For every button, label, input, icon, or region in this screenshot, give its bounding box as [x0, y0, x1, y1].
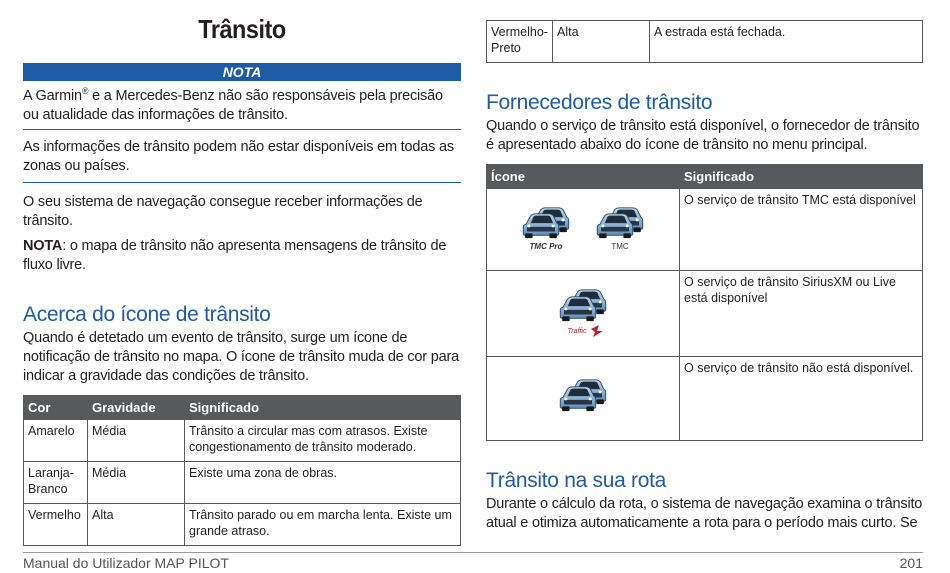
- header-gravidade: Gravidade: [88, 395, 185, 419]
- traffic-tmc-icon: [594, 203, 646, 257]
- table-row: [487, 271, 923, 357]
- table-cell: Vermelho: [24, 503, 88, 545]
- providers-table: [486, 164, 923, 441]
- page-title: Trânsito: [198, 14, 286, 44]
- section-heading-route: Trânsito na sua rota: [486, 469, 666, 492]
- nota-text: [23, 82, 461, 125]
- tmc-label: TMC: [611, 241, 629, 251]
- availability-paragraph: As informações de trânsito podem não estar disponíveis em todas as zonas ou países.: [23, 138, 454, 174]
- header-icone: Ícone: [487, 165, 680, 189]
- table-cell: Existe uma zona de obras.: [185, 461, 461, 503]
- page-number: 201: [899, 555, 923, 571]
- table-cell: O serviço de trânsito SiriusXM ou Live está disponível: [680, 271, 923, 357]
- table-cell: Média: [88, 461, 185, 503]
- table-cell: Vermelho-Preto: [487, 21, 553, 63]
- footer-manual-title: Manual do Utilizador MAP PILOT: [23, 555, 229, 571]
- receive-paragraph: O seu sistema de navegação consegue receber informações de trânsito.: [23, 193, 423, 229]
- right-column: [486, 0, 923, 533]
- divider: [23, 182, 461, 183]
- icon-section-paragraph: Quando é detetado um evento de trânsito, surge um ícone de notificação de trânsito no mapa. O ícone de trânsito muda de cor para indicar a gravidade das condições de trânsito.: [23, 329, 459, 384]
- icon-cell: [487, 189, 680, 271]
- table-row: [24, 461, 461, 503]
- table-row: [24, 419, 461, 461]
- table-cell: O serviço de trânsito TMC está disponível: [680, 189, 923, 271]
- table-cell: Alta: [88, 503, 185, 545]
- footer-divider: [23, 552, 923, 553]
- table-header-row: [487, 165, 923, 189]
- left-column: [23, 0, 461, 546]
- table-cell: Média: [88, 419, 185, 461]
- traffic-label: Traffic: [567, 327, 587, 335]
- nota-text-after: e a Mercedes-Benz não são responsáveis pela precisão ou atualidade das informações de trânsito.: [23, 87, 443, 123]
- table-row: [487, 189, 923, 271]
- nota-text-before: A Garmin: [23, 87, 82, 104]
- table-cell: O serviço de trânsito não está disponível.: [680, 357, 923, 441]
- icon-cell: [487, 271, 680, 357]
- registered-mark: ®: [81, 86, 89, 96]
- header-significado: Significado: [185, 395, 461, 419]
- table-cell: A estrada está fechada.: [649, 21, 922, 63]
- icon-cell: [487, 357, 680, 441]
- table-row: [487, 357, 923, 441]
- severity-table-continued: [486, 20, 923, 63]
- header-significado: Significado: [680, 165, 923, 189]
- table-header-row: [24, 395, 461, 419]
- map-note-text: : o mapa de trânsito não apresenta mensagens de trânsito de fluxo livre.: [23, 237, 447, 273]
- tmc-pro-label: TMC Pro: [529, 241, 563, 251]
- route-paragraph: Durante o cálculo da rota, o sistema de navegação examina o trânsito atual e otimiza automaticamente a rota para o período mais curto. Se: [486, 496, 923, 531]
- severity-table: [23, 395, 461, 546]
- providers-paragraph: Quando o serviço de trânsito está disponível, o fornecedor de trânsito é apresentado abaixo do ícone de trânsito no menu principal.: [486, 118, 920, 153]
- traffic-unavailable-icon: [557, 375, 609, 423]
- traffic-tmc-pro-icon: [520, 203, 572, 257]
- table-cell: Alta: [552, 21, 649, 63]
- traffic-live-icon: [555, 285, 611, 343]
- nota-banner: NOTA: [23, 63, 461, 81]
- header-cor: Cor: [24, 395, 88, 419]
- section-heading-icon: Acerca do ícone de trânsito: [23, 302, 271, 326]
- section-heading-providers: Fornecedores de trânsito: [486, 91, 713, 114]
- divider: [23, 129, 461, 130]
- table-cell: Trânsito a circular mas com atrasos. Existe congestionamento de trânsito moderado.: [185, 419, 461, 461]
- table-cell: Laranja-Branco: [24, 461, 88, 503]
- table-row: [24, 503, 461, 545]
- table-row: [487, 21, 923, 63]
- map-note: [23, 237, 461, 275]
- table-cell: Trânsito parado ou em marcha lenta. Existe um grande atraso.: [185, 503, 461, 545]
- table-cell: Amarelo: [24, 419, 88, 461]
- map-note-lead: NOTA: [23, 237, 63, 254]
